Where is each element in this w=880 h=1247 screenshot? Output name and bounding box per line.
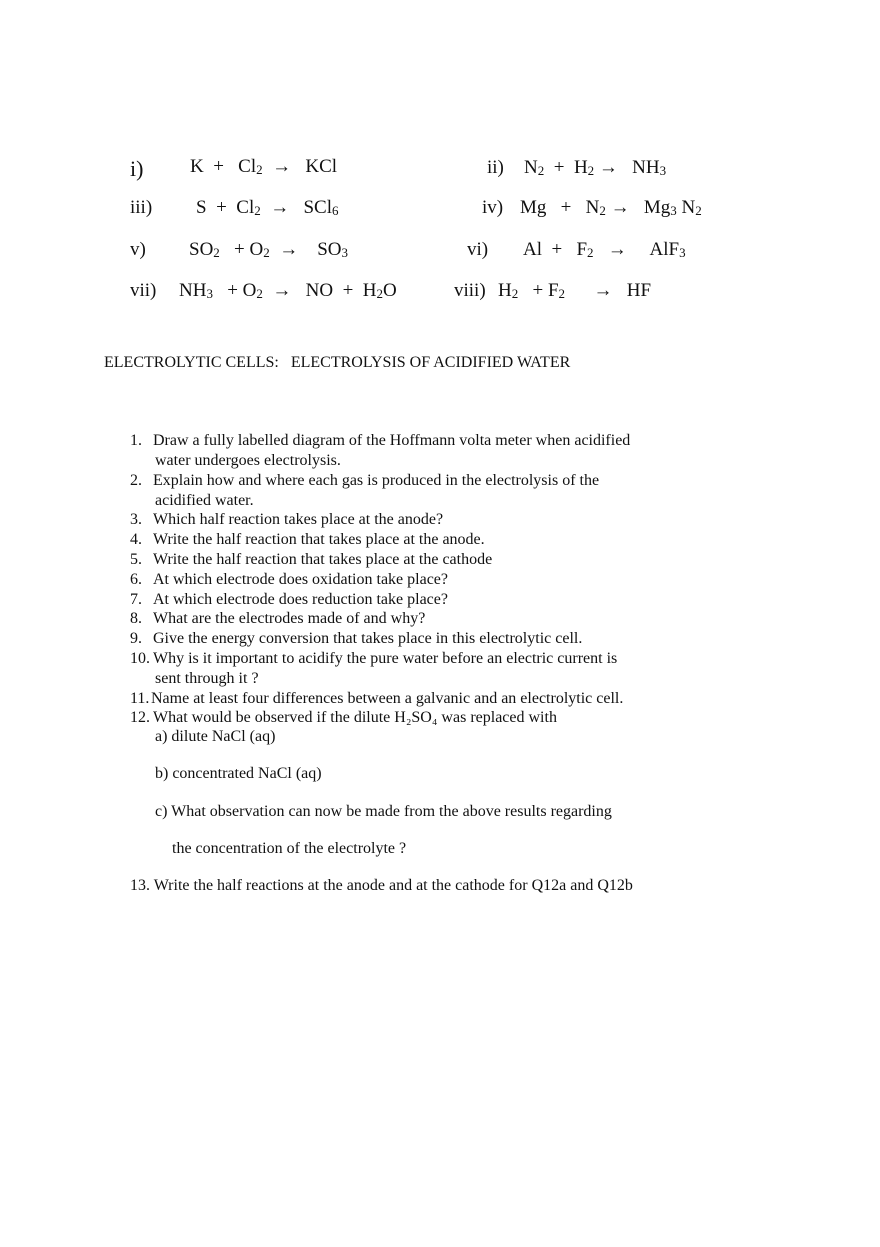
equation-formula: $Al + F_2$ → AlF$_3$ <box>523 239 686 260</box>
equation-formula: $NH_3 + O_2$ → NO + $H_2O$ <box>179 280 397 301</box>
equation-formula: $SO_2 + O_2$ → $SO_3$ <box>189 239 349 260</box>
question-text-cont: sent through it ? <box>155 670 259 687</box>
equation-label: vii) <box>130 280 157 301</box>
section-heading: ELECTROLYTIC CELLS: ELECTROLYSIS OF ACIDIFIED WATER <box>104 354 571 371</box>
equation-i <box>130 156 430 182</box>
question-number: 5. <box>130 551 142 568</box>
equation-label: v) <box>130 239 146 260</box>
list-item <box>130 471 730 511</box>
equation-ii <box>487 157 747 183</box>
question-text: Explain how and where each gas is produced in the electrolysis of the <box>153 472 600 489</box>
question-number: 10. <box>130 650 150 667</box>
question-text: What would be observed if the dilute H₂SO₄ was replaced with <box>153 709 557 726</box>
question-number: 3. <box>130 511 142 528</box>
equation-label: iii) <box>130 197 153 218</box>
question-text: Give the energy conversion that takes place in this electrolytic cell. <box>153 630 583 647</box>
list-item <box>130 609 730 629</box>
question-text: Draw a fully labelled diagram of the Hoffmann volta meter when acidified <box>153 432 631 449</box>
equation-label: iv) <box>482 197 504 218</box>
question-number: 1. <box>130 432 142 449</box>
equation-label: viii) <box>454 280 486 301</box>
equation-formula: $S + Cl_2 \to SCl_6$ <box>196 197 339 218</box>
question-text: Write the half reaction that takes place at the anode. <box>153 531 485 548</box>
question-number: 7. <box>130 591 142 608</box>
sub-item-b: b) concentrated NaCl (aq) <box>155 765 322 782</box>
equation-vi <box>467 239 767 265</box>
question-number: 2. <box>130 472 142 489</box>
equation-formula: $K + Cl_2$ → KCl <box>190 156 338 177</box>
equation-label: ii) <box>487 157 504 178</box>
list-item <box>130 550 730 570</box>
equation-viii <box>454 280 754 306</box>
equation-formula: $Mg + N_2 \to Mg_3$ $N_2$ <box>520 197 702 218</box>
question-number: 6. <box>130 571 142 588</box>
equation-v <box>130 239 430 265</box>
list-item <box>130 431 730 471</box>
equation-iii <box>130 197 430 223</box>
equation-label: i) <box>130 156 144 181</box>
question-text-cont: acidified water. <box>155 492 254 509</box>
list-item <box>130 629 730 649</box>
list-item <box>130 649 730 689</box>
sub-item-a: a) dilute NaCl (aq) <box>155 728 276 745</box>
question-number: 9. <box>130 630 142 647</box>
sub-item-c-cont: the concentration of the electrolyte ? <box>172 840 407 857</box>
question-text: Name at least four differences between a galvanic and an electrolytic cell. <box>151 690 624 707</box>
sub-item-c: c) What observation can now be made from the above results regarding <box>155 803 612 820</box>
equation-vii <box>130 280 450 306</box>
question-13: 13. Write the half reactions at the anode and at the cathode for Q12a and Q12b <box>130 877 633 894</box>
question-text: Which half reaction takes place at the anode? <box>153 511 444 528</box>
list-item <box>130 530 730 550</box>
equation-formula: $H_2 + F_2$ → HF <box>498 280 652 301</box>
question-number: 4. <box>130 531 142 548</box>
question-number: 11. <box>130 690 150 707</box>
question-number: 8. <box>130 610 142 627</box>
equation-iv <box>482 197 782 223</box>
equation-label: vi) <box>467 239 489 260</box>
question-text: What are the electrodes made of and why? <box>153 610 426 627</box>
list-item <box>130 689 730 709</box>
equation-formula: $N_2 + H_2 \to NH_3$ <box>524 157 667 178</box>
question-text: At which electrode does reduction take place? <box>153 591 448 608</box>
question-text: At which electrode does oxidation take place? <box>153 571 448 588</box>
list-item <box>130 708 730 728</box>
list-item <box>130 510 730 530</box>
list-item <box>130 590 730 610</box>
list-item <box>130 570 730 590</box>
question-text: Why is it important to acidify the pure water before an electric current is <box>153 650 618 667</box>
question-text-cont: water undergoes electrolysis. <box>155 452 341 469</box>
question-text: Write the half reaction that takes place at the cathode <box>153 551 493 568</box>
question-number: 12. <box>130 709 150 726</box>
